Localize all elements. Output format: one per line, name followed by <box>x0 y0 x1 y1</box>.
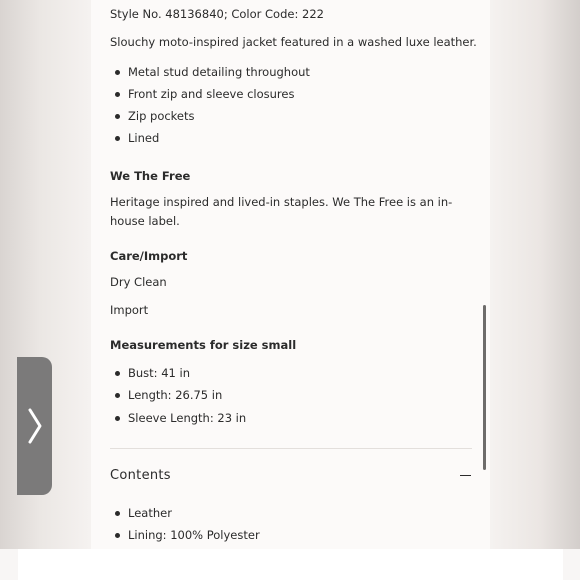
next-image-button[interactable] <box>17 357 52 495</box>
bullet-icon <box>115 533 120 538</box>
bullet-icon <box>115 393 120 398</box>
bullet-icon <box>115 371 120 376</box>
brand-description: Heritage inspired and lived-in staples. We The Free is an in-house label. <box>110 195 453 228</box>
feature-text: Front zip and sleeve closures <box>128 87 295 101</box>
measurements-heading: Measurements for size small <box>110 338 297 352</box>
bottom-bar <box>0 549 580 580</box>
measurement-text: Bust: 41 in <box>128 366 190 380</box>
measurement-text: Sleeve Length: 23 in <box>128 411 247 425</box>
contents-text: Lining: 100% Polyester <box>128 528 260 542</box>
scrollbar-thumb[interactable] <box>483 305 486 470</box>
section-divider <box>110 448 472 449</box>
bullet-icon <box>115 92 120 97</box>
minus-icon[interactable] <box>456 468 474 484</box>
feature-text: Zip pockets <box>128 109 195 123</box>
minus-bar <box>460 475 471 476</box>
bullet-icon <box>115 511 120 516</box>
style-number-text: Style No. 48136840; Color Code: 222 <box>110 7 324 21</box>
bullet-icon <box>115 136 120 141</box>
contents-text: Leather <box>128 506 172 520</box>
product-description: Slouchy moto-inspired jacket featured in a washed luxe leather. <box>110 35 477 49</box>
bottom-bar-inner <box>18 549 563 580</box>
care-line: Dry Clean <box>110 275 167 289</box>
scrollbar[interactable] <box>483 305 487 470</box>
bullet-icon <box>115 416 120 421</box>
feature-text: Lined <box>128 131 160 145</box>
bullet-icon <box>115 70 120 75</box>
care-heading: Care/Import <box>110 249 188 263</box>
bullet-icon <box>115 114 120 119</box>
contents-accordion-title[interactable]: Contents <box>110 468 171 483</box>
care-line: Import <box>110 303 149 317</box>
brand-heading: We The Free <box>110 169 191 183</box>
feature-text: Metal stud detailing throughout <box>128 65 310 79</box>
chevron-right-icon <box>25 406 45 446</box>
measurement-text: Length: 26.75 in <box>128 388 223 402</box>
